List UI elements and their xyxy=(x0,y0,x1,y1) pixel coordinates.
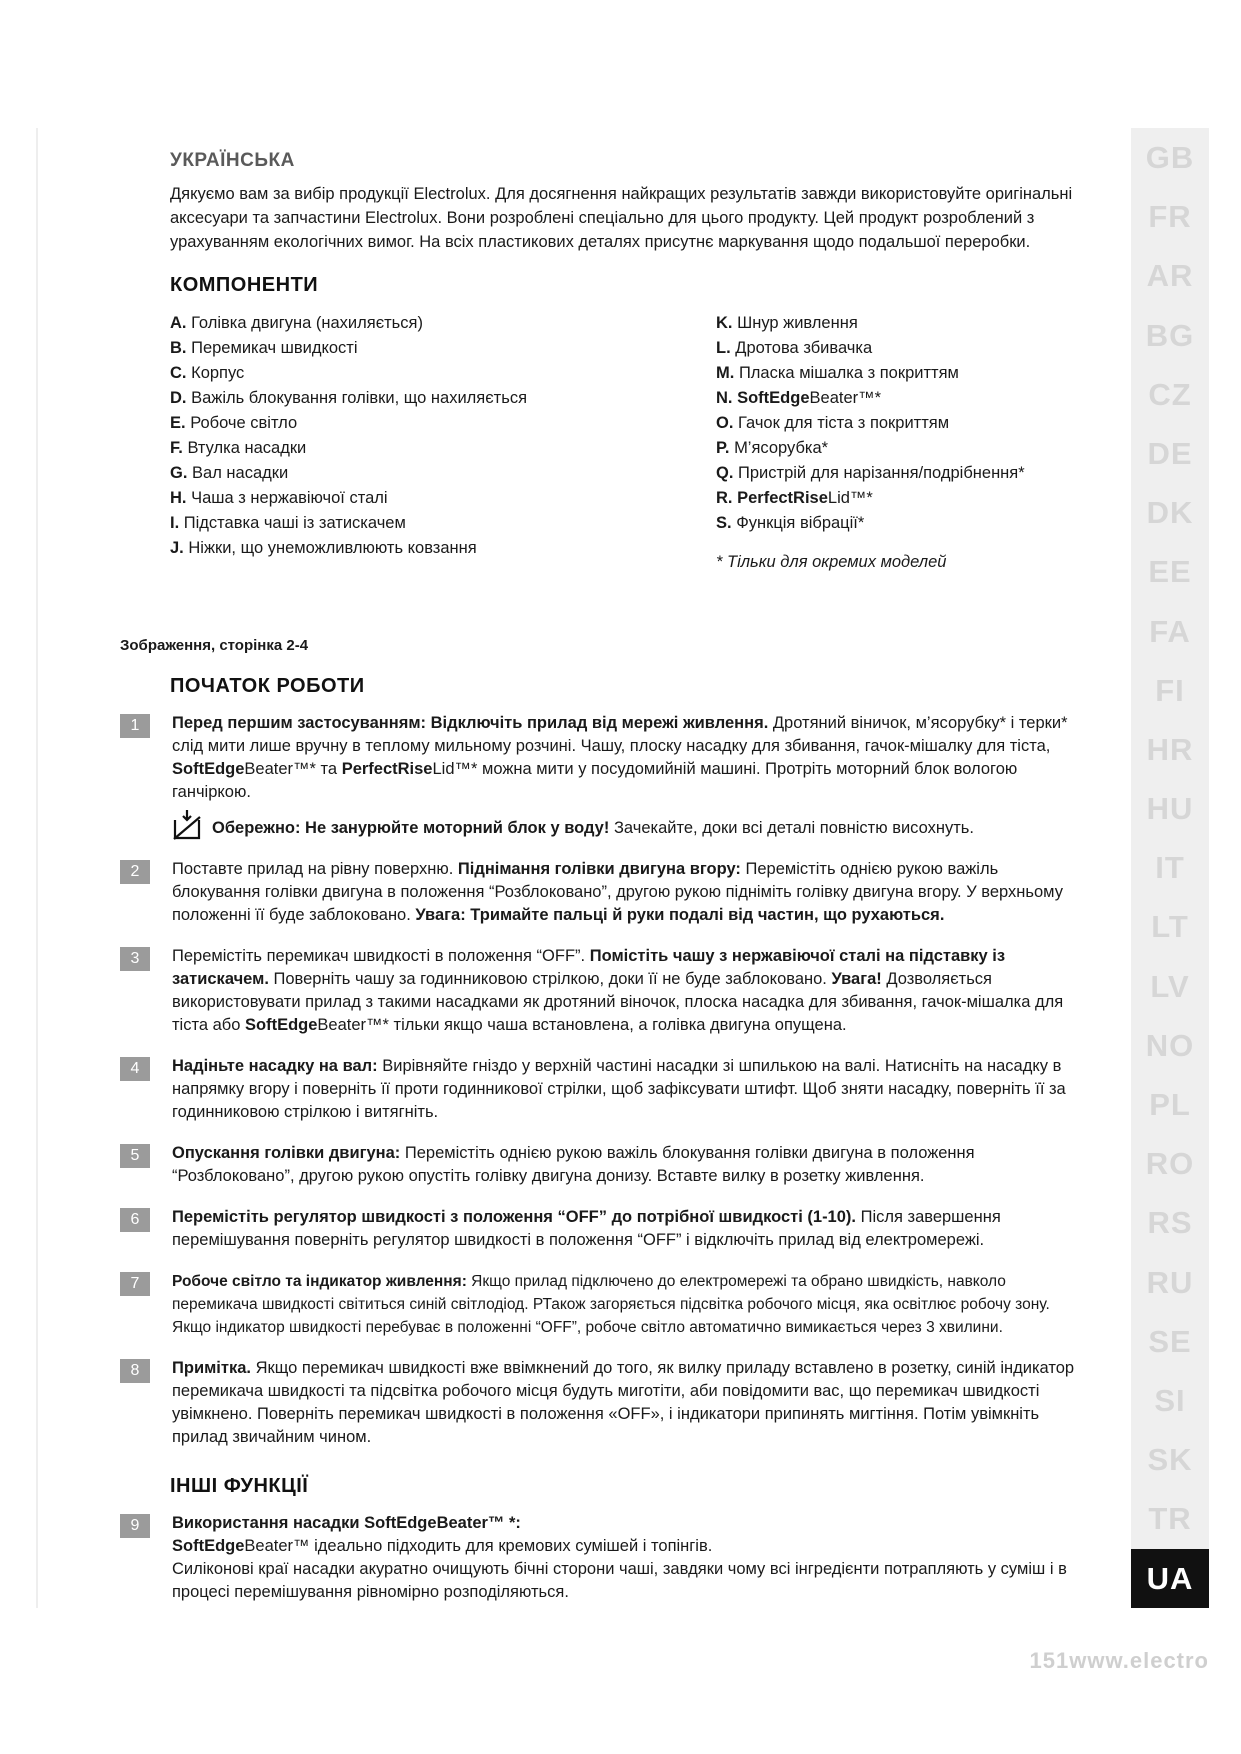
lang-tab-ua[interactable]: UA xyxy=(1131,1549,1209,1608)
getting-started-title: ПОЧАТОК РОБОТИ xyxy=(170,675,365,697)
step-number: 2 xyxy=(120,860,150,884)
component-item: O. Гачок для тіста з покриттям xyxy=(716,414,950,432)
component-item: N. SoftEdgeBeater™* xyxy=(716,389,882,407)
step-1: 1 Перед першим застосуванням: Відключіть прилад від мережі живлення. Дротяний віничок, м’ясорубку* і терки* слід мити лише вручну в теплому мильному розчині. Чашу, плоску насадку для збивання, гачок-мішалку для тіста, SoftEdgeBeater™* та PerfectRiseLid™* можна мити у посудомийній машині. Протріть моторний блок вологою ганчіркою. Обережно: Не занурюйте моторний блок у воду! Зачекайте, доки всі деталі повністю висохнуть. xyxy=(120,712,1080,840)
component-item: G. Вал насадки xyxy=(170,464,289,482)
component-item: D. Важіль блокування голівки, що нахиляється xyxy=(170,389,527,407)
lang-tab-no[interactable]: NO xyxy=(1145,1027,1195,1063)
step-8: 8 Примітка. Якщо перемикач швидкості вже ввімкнений до того, як вилку приладу вставлено в розетку, синій індикатор перемикача швидкості та підсвітка робочого місця будуть миготіти, аби повідомити вас, що перемикач швидкості увімкнено. Поверніть перемикач швидкості в положення «OFF», і індикатори припинять мигтіння. Потім увімкніть прилад звичайним чином. xyxy=(120,1357,1080,1449)
lang-tab-si[interactable]: SI xyxy=(1154,1382,1186,1418)
step-number: 8 xyxy=(120,1359,150,1383)
component-item: L. Дротова збивачка xyxy=(716,339,873,357)
component-item: R. PerfectRiseLid™* xyxy=(716,489,873,507)
component-item: F. Втулка насадки xyxy=(170,439,307,457)
component-item: J. Ніжки, що унеможливлюють ковзання xyxy=(170,539,477,557)
step-3: 3 Перемістіть перемикач швидкості в положення “OFF”. Помістіть чашу з нержавіючої сталі на підставку із затискачем. Поверніть чашу за годинниковою стрілкою, доки її не буде заблоковано. Увага! Дозволяється використовувати прилад з такими насадками як дротяний віночок, плоска насадка для збивання, гачок-мішалка для тіста або SoftEdgeBeater™* тільки якщо чаша встановлена, а голівка двигуна опущена. xyxy=(120,945,1080,1037)
step-number: 4 xyxy=(120,1057,150,1081)
component-item: H. Чаша з нержавіючої сталі xyxy=(170,489,388,507)
intro-section xyxy=(170,150,1090,589)
no-immerse-icon xyxy=(172,808,202,840)
component-item: B. Перемикач швидкості xyxy=(170,339,358,357)
component-item: I. Підставка чаші із затискачем xyxy=(170,514,406,532)
intro-text: Дякуємо вам за вибір продукції Electrolux. Для досягнення найкращих результатів завжди використовуйте оригінальні аксесуари та запчастини Electrolux. Вони розроблені спеціально для цього продукту. Цей продукт розроблений з урахуванням екологічних вимог. На всіх пластикових деталях присутнє маркування щодо подальшої переробки. xyxy=(170,185,1073,251)
lang-tab-it[interactable]: IT xyxy=(1155,850,1185,886)
components-right-column xyxy=(716,311,1090,575)
step-4: 4 Надіньте насадку на вал: Вирівняйте гніздо у верхній частині насадки зі шпилькою на валі. Натисніть на насадку в напрямку вгору і поверніть її проти годинникової стрілки, щоб зафіксувати штифт. Щоб зняти насадку, поверніть її за годинниковою стрілкою і витягніть. xyxy=(120,1055,1080,1124)
step-7: 7 Робоче світло та індикатор живлення: Якщо прилад підключено до електромережі та обрано швидкість, навколо перемикача швидкості світиться синій світлодіод. РТакож загоряється підсвітка робочого місця, яка освітлює робочу зону. Якщо індикатор швидкості перебуває в положенні “OFF”, робоче світло автоматично вимикається через 3 хвилини. xyxy=(120,1270,1080,1339)
other-functions-title: ІНШІ ФУНКЦІЇ xyxy=(170,1475,309,1497)
component-item: K. Шнур живлення xyxy=(716,314,858,332)
steps-section xyxy=(120,675,1080,1622)
step-number: 6 xyxy=(120,1208,150,1232)
components-left-column xyxy=(170,311,716,575)
component-item: S. Функція вібрації* xyxy=(716,514,865,532)
lang-tab-ar[interactable]: AR xyxy=(1146,258,1194,294)
lang-tab-bg[interactable]: BG xyxy=(1145,317,1195,353)
components-list xyxy=(170,311,1090,575)
step-5: 5 Опускання голівки двигуна: Перемістіть однією рукою важіль блокування голівки двигуна в положення “Розблоковано”, другою рукою опустіть голівку двигуна донизу. Вставте вилку в розетку живлення. xyxy=(120,1142,1080,1188)
component-item: Q. Пристрій для нарізання/подрібнення* xyxy=(716,464,1025,482)
components-title: КОМПОНЕНТИ xyxy=(170,274,319,296)
component-item: M. Пласка мішалка з покриттям xyxy=(716,364,959,382)
lang-tab-hu[interactable]: HU xyxy=(1146,791,1194,827)
lang-tab-de[interactable]: DE xyxy=(1147,435,1193,471)
lang-tab-fr[interactable]: FR xyxy=(1148,199,1192,235)
lang-tab-rs[interactable]: RS xyxy=(1147,1205,1193,1241)
lang-tab-gb[interactable]: GB xyxy=(1145,140,1195,175)
page-number: 151www.electro xyxy=(1029,1648,1209,1673)
language-list xyxy=(1131,128,1209,1608)
page-edge xyxy=(36,128,38,1608)
step-6: 6 Перемістіть регулятор швидкості з положення “OFF” до потрібної швидкості (1-10). Після завершення перемішування поверніть регулятор швидкості в положення “OFF” і відключіть прилад від електромережі. xyxy=(120,1206,1080,1252)
section-title: УКРАЇНСЬКА xyxy=(170,150,295,171)
step-number: 9 xyxy=(120,1514,150,1538)
lang-tab-dk[interactable]: DK xyxy=(1146,495,1194,531)
components-footnote: * Тільки для окремих моделей xyxy=(716,553,947,571)
lang-tab-cz[interactable]: CZ xyxy=(1148,376,1192,412)
step-number: 7 xyxy=(120,1272,150,1296)
lang-tab-pl[interactable]: PL xyxy=(1149,1087,1191,1122)
lang-tab-hr[interactable]: HR xyxy=(1146,731,1194,767)
lang-tab-se[interactable]: SE xyxy=(1148,1323,1192,1359)
component-item: E. Робоче світло xyxy=(170,414,298,432)
lang-tab-fa[interactable]: FA xyxy=(1149,613,1191,649)
lang-tab-tr[interactable]: TR xyxy=(1148,1501,1192,1537)
step-number: 3 xyxy=(120,947,150,971)
step-2: 2 Поставте прилад на рівну поверхню. Піднімання голівки двигуна вгору: Перемістіть однією рукою важіль блокування голівки двигуна в положення “Розблоковано”, другою рукою підніміть голівку двигуна вгору. У верхньому положенні її буде заблоковано. Увага: Тримайте пальці й руки подалі від частин, що рухаються. xyxy=(120,858,1080,927)
lang-tab-lv[interactable]: LV xyxy=(1150,968,1190,1004)
caution-note: Обережно: Не занурюйте моторний блок у воду! Зачекайте, доки всі деталі повністю висохнуть. xyxy=(172,808,1080,840)
component-item: P. М’ясорубка* xyxy=(716,439,829,457)
lang-tab-ro[interactable]: RO xyxy=(1145,1146,1195,1182)
lang-tab-ee[interactable]: EE xyxy=(1148,554,1192,590)
lang-tab-lt[interactable]: LT xyxy=(1151,909,1189,945)
lang-tab-ru[interactable]: RU xyxy=(1146,1264,1194,1300)
step-number: 5 xyxy=(120,1144,150,1168)
lang-tab-sk[interactable]: SK xyxy=(1147,1442,1193,1478)
component-item: C. Корпус xyxy=(170,364,245,382)
step-9: 9 Використання насадки SoftEdgeBeater™ *: SoftEdgeBeater™ ідеально підходить для кремових сумішей і топінгів. Силіконові краї насадки акуратно очищують бічні сторони чаші, завдяки чому всі інгредієнти потрапляють у суміш і в процесі перемішування рівномірно розподіляються. xyxy=(120,1512,1080,1604)
language-tab-strip xyxy=(1131,128,1209,1608)
lang-tab-fi[interactable]: FI xyxy=(1155,672,1185,708)
step-number: 1 xyxy=(120,714,150,738)
component-item: A. Голівка двигуна (нахиляється) xyxy=(170,314,423,332)
figure-reference: Зображення, сторінка 2-4 xyxy=(120,637,309,654)
